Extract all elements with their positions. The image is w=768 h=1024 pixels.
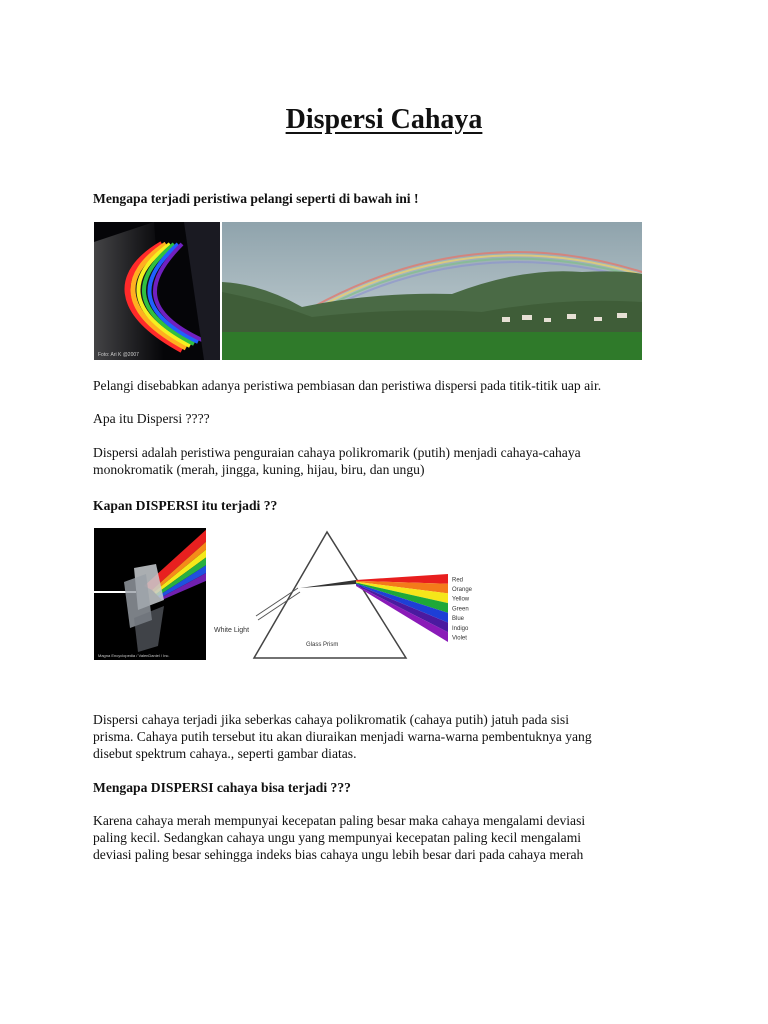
prism-rainbow-photo (94, 222, 220, 360)
color-label-violet: Violet (452, 635, 467, 642)
question-rainbow: Mengapa terjadi peristiwa pelangi seperti di bawah ini ! (93, 191, 419, 206)
inner-ray (300, 580, 356, 588)
paragraph-line: disebut spektrum cahaya., seperti gambar diatas. (93, 746, 357, 761)
page-title: Dispersi Cahaya (285, 104, 483, 135)
paragraph-line: Dispersi cahaya terjadi jika seberkas cahaya polikromatik (cahaya putih) jatuh pada sisi (93, 712, 569, 727)
paragraph-line: monokromatik (merah, jingga, kuning, hijau, biru, dan ungu) (93, 462, 425, 477)
diagram-svg (206, 528, 492, 662)
white-light-ray (256, 588, 298, 616)
landscape-rainbow-photo (222, 222, 642, 360)
photo-credit: Magna Encyclopedia / ValenDaniel / Inc. (98, 653, 170, 658)
question-why: Mengapa DISPERSI cahaya bisa terjadi ??? (93, 780, 351, 795)
paragraph-line: Karena cahaya merah mempunyai kecepatan paling besar maka cahaya mengalami deviasi (93, 813, 586, 828)
paragraph-line: deviasi paling besar sehingga indeks bias cahaya ungu lebih besar dari pada cahaya merah (93, 847, 584, 862)
glass-prism-label: Glass Prism (306, 642, 339, 648)
paragraph-when (93, 711, 693, 762)
question-dispersi: Apa itu Dispersi ???? (93, 411, 210, 426)
paragraph-line: paling kecil. Sedangkan cahaya ungu yang mempunyai kecepatan paling kecil mengalami (93, 830, 582, 845)
color-label-blue: Blue (452, 616, 465, 623)
white-light-label: White Light (214, 627, 250, 634)
color-label-orange: Orange (452, 587, 473, 593)
crystal-prism-photo (94, 528, 208, 660)
color-label-indigo: Indigo (452, 625, 469, 632)
prism-dispersion-diagram (206, 528, 492, 662)
color-label-yellow: Yellow (452, 596, 470, 603)
paragraph-definition (93, 444, 693, 478)
question-when: Kapan DISPERSI itu terjadi ?? (93, 498, 278, 513)
paragraph-why (93, 812, 693, 863)
color-label-red: Red (452, 577, 464, 584)
paragraph-line: Dispersi adalah peristiwa penguraian cahaya polikromarik (putih) menjadi cahaya-cahaya (93, 445, 581, 460)
photo-credit: Foto: Ari K @2007 (98, 352, 139, 358)
paragraph-pelangi: Pelangi disebabkan adanya peristiwa pembiasan dan peristiwa dispersi pada titik-titik uap air. (93, 378, 602, 393)
color-label-green: Green (452, 606, 469, 613)
paragraph-line: prisma. Cahaya putih tersebut itu akan diuraikan menjadi warna-warna pembentuknya yang (93, 729, 592, 744)
